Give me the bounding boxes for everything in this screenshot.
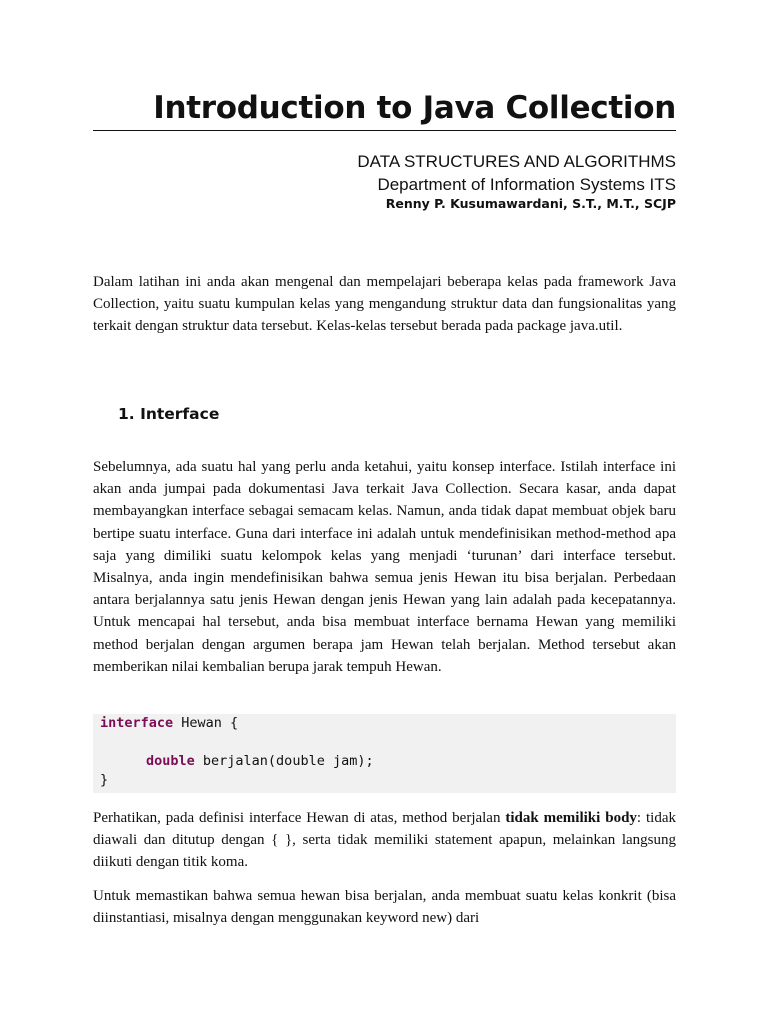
author-name: Renny P. Kusumawardani, S.T., M.T., SCJP [385, 196, 676, 211]
concrete-class-paragraph: Untuk memastikan bahwa semua hewan bisa berjalan, anda membuat suatu kelas konkrit (bisa diinstantiasi, misalnya dengan menggunakan keyword new) dari [93, 888, 676, 927]
code-keyword-interface: interface [100, 715, 174, 731]
code-line-1-rest: Hewan { [173, 715, 239, 731]
interface-paragraph: Sebelumnya, ada suatu hal yang perlu anda ketahui, yaitu konsep interface. Istilah interface ini akan anda jumpai pada dokumentasi Java terkait Java Collection. Secara kasar, anda dapat membayangkan interface sebagai semacam kelas. Namun, anda tidak dapat membuat objek baru bertipe suatu interface. Guna dari interface ini adalah untuk mendefinisikan method-method apa saja yang dimiliki suatu kelompok kelas yang menjadi ‘turunan’ dari interface tersebut. Misalnya, anda ingin mendefinisikan bahwa semua jenis Hewan itu bisa berjalan. Perbedaan antara berjalannya satu jenis Hewan dengan jenis Hewan yang lain adalah pada kecepatannya. Untuk mencapai hal tersebut, anda bisa membuat interface bernama Hewan yang memiliki method berjalan dengan argumen berapa jam Hewan telah berjalan. Method tersebut akan memberikan nilai kembalian berupa jarak tempuh Hewan. [93, 459, 676, 675]
section-heading-interface: 1. Interface [118, 405, 220, 423]
code-line-3: } [100, 772, 109, 788]
intro-paragraph: Dalam latihan ini anda akan mengenal dan mempelajari beberapa kelas pada framework Java Collection, yaitu suatu kumpulan kelas yang mengandung struktur data dan fungsionalitas yang terkait dengan struktur data tersebut. Kelas-kelas tersebut berada pada package java.util. [93, 274, 676, 335]
title-rule [93, 130, 676, 131]
body-note-part-a: Perhatikan, pada definisi interface Hewan di atas, method berjalan [93, 810, 506, 826]
body-note-part-b: : tidak diawali dan ditutup dengan { }, serta tidak memiliki statement apapun, melainkan langsung diikuti dengan titik koma. [93, 810, 676, 871]
body-note-bold: tidak memiliki body [505, 810, 637, 826]
document-title: Introduction to Java Collection [153, 90, 676, 126]
code-block [93, 714, 676, 793]
code-keyword-double: double [146, 753, 195, 769]
code-line-2-rest: berjalan(double jam); [194, 753, 374, 769]
department-name: Department of Information Systems ITS [377, 175, 676, 194]
body-note-paragraph [93, 807, 676, 874]
code-line-1 [100, 715, 238, 731]
course-name: DATA STRUCTURES AND ALGORITHMS [357, 152, 676, 171]
code-line-2 [146, 753, 374, 769]
